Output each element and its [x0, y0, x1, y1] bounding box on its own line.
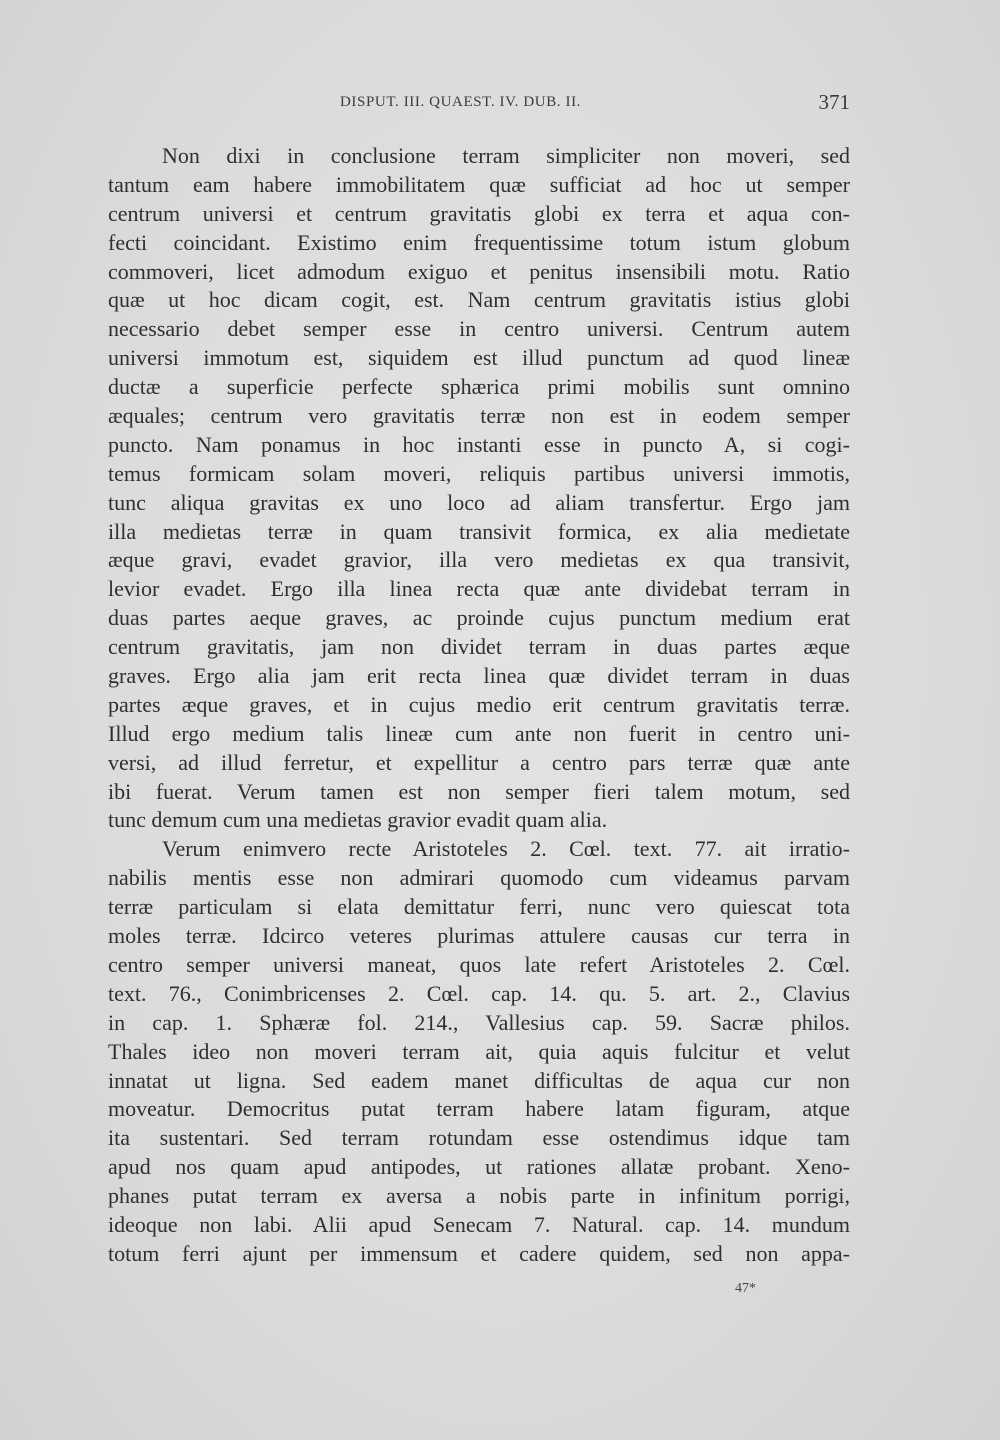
text-line: tunc demum cum una medietas gravior evadit quam alia. [108, 807, 608, 833]
text-line: ideoque non labi. Alii apud Senecam 7. Natural. cap. 14. mundum [108, 1211, 850, 1237]
page-number: 371 [818, 90, 850, 114]
text-line: moles terræ. Idcirco veteres plurimas attulere causas cur terra in [108, 923, 850, 949]
text-line: text. 76., Conimbricenses 2. Cœl. cap. 14. qu. 5. art. 2., Clavius [108, 980, 850, 1006]
text-line: duas partes aeque graves, ac proinde cujus punctum medium erat [108, 605, 850, 631]
text-line: levior evadet. Ergo illa linea recta quæ ante dividebat terram in [108, 576, 850, 602]
text-line: Verum enimvero recte Aristoteles 2. Cœl. text. 77. ait irratio- [162, 836, 850, 862]
text-line: puncto. Nam ponamus in hoc instanti esse in puncto A, si cogi- [108, 431, 850, 457]
text-line: Non dixi in conclusione terram simpliciter non moveri, sed [162, 143, 850, 168]
text-line: graves. Ergo alia jam erit recta linea quæ dividet terram in duas [108, 663, 850, 689]
text-line: in cap. 1. Sphæræ fol. 214., Vallesius cap. 59. Sacræ philos. [108, 1009, 850, 1035]
text-line: apud nos quam apud antipodes, ut rationes allatæ probant. Xeno- [108, 1154, 850, 1180]
signature-mark: 47* [735, 1281, 756, 1296]
text-line: totum ferri ajunt per immensum et cadere quidem, sed non appa- [108, 1240, 850, 1266]
text-line: centrum gravitatis, jam non dividet terram in duas partes æque [108, 634, 850, 660]
text-line: fecti coincidant. Existimo enim frequentissime totum istum globum [108, 229, 850, 255]
text-line: commoveri, licet admodum exiguo et penitus insensibili motu. Ratio [108, 258, 850, 284]
text-line: centro semper universi maneat, quos late refert Aristoteles 2. Cœl. [108, 951, 850, 977]
text-line: phanes putat terram ex aversa a nobis parte in infinitum porrigi, [108, 1183, 850, 1209]
text-line: Illud ergo medium talis lineæ cum ante non fuerit in centro uni- [108, 720, 850, 746]
text-line: tunc aliqua gravitas ex uno loco ad aliam transfertur. Ergo jam [108, 489, 850, 515]
text-line: Thales ideo non moveri terram ait, quia aquis fulcitur et velut [108, 1038, 850, 1064]
text-line: moveatur. Democritus putat terram habere latam figuram, atque [108, 1096, 850, 1122]
text-line: tantum eam habere immobilitatem quæ sufficiat ad hoc ut semper [108, 171, 850, 197]
text-line: æquales; centrum vero gravitatis terræ non est in eodem semper [108, 403, 850, 429]
text-line: universi immotum est, siquidem est illud punctum ad quod lineæ [108, 345, 850, 371]
text-line: ductæ a superficie perfecte sphærica primi mobilis sunt omnino [108, 374, 850, 400]
body-text [108, 142, 850, 1269]
text-line: temus formicam solam moveri, reliquis partibus universi immotis, [108, 460, 850, 486]
text-line: partes æque graves, et in cujus medio erit centrum gravitatis terræ. [108, 691, 850, 717]
text-line: versi, ad illud ferretur, et expellitur a centro pars terræ quæ ante [108, 749, 850, 775]
running-title: DISPUT. III. QUAEST. IV. DUB. II. [340, 94, 582, 110]
text-line: nabilis mentis esse non admirari quomodo cum videamus parvam [108, 865, 850, 891]
text-line: centrum universi et centrum gravitatis globi ex terra et aqua con- [108, 200, 850, 226]
text-line: ibi fuerat. Verum tamen est non semper fieri talem motum, sed [108, 778, 850, 804]
text-line: necessario debet semper esse in centro universi. Centrum autem [108, 316, 850, 342]
text-line: illa medietas terræ in quam transivit formica, ex alia medietate [108, 518, 850, 544]
text-line: innatat ut ligna. Sed eadem manet difficultas de aqua cur non [108, 1067, 850, 1093]
text-line: ita sustentari. Sed terram rotundam esse ostendimus idque tam [108, 1125, 850, 1151]
text-line: quæ ut hoc dicam cogit, est. Nam centrum gravitatis istius globi [108, 287, 850, 313]
text-line: æque gravi, evadet gravior, illa vero medietas ex qua transivit, [108, 547, 850, 573]
text-line: terræ particulam si elata demittatur ferri, nunc vero quiescat tota [108, 894, 850, 920]
